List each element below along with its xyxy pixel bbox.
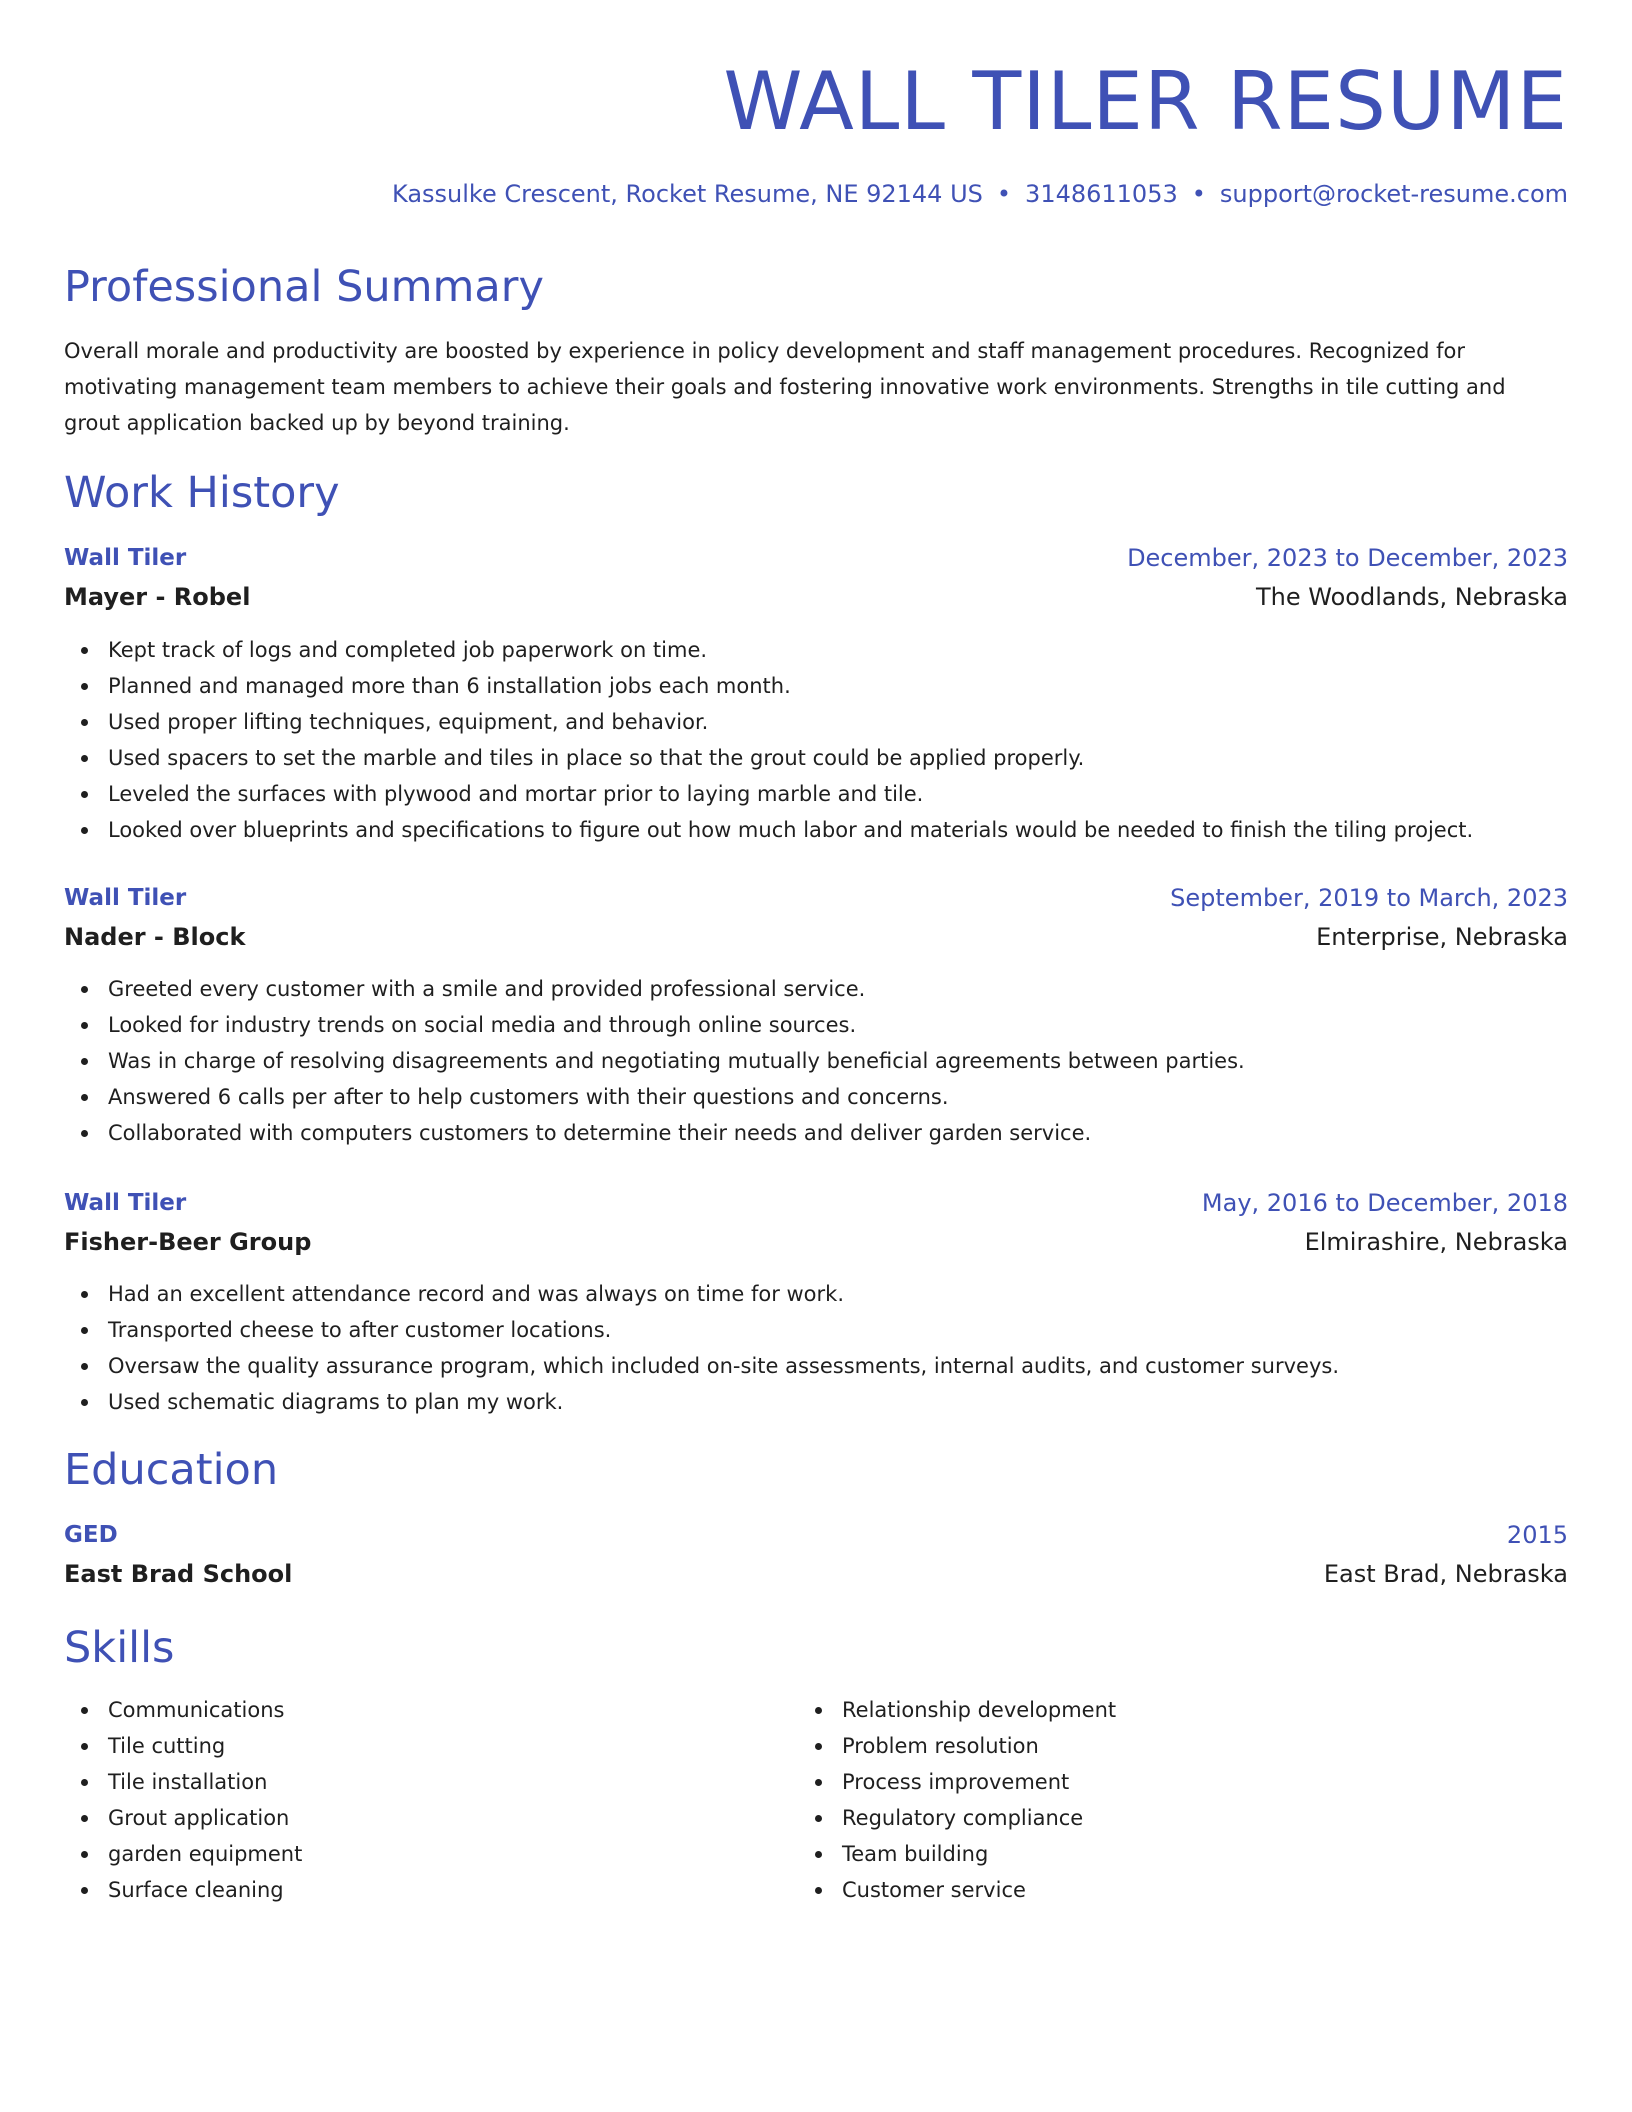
summary-text: Overall morale and productivity are boosted by experience in policy development and staff management procedures. Recognized for motivating management team members to achieve their goals and fostering innovative work environments. Strengths in tile cutting and grout application backed up by beyond training. <box>64 339 1506 435</box>
job-company-row <box>64 919 1568 955</box>
skill-item: Surface cleaning <box>108 1872 302 1908</box>
list-item: Greeted every customer with a smile and provided professional service. <box>108 971 1245 1007</box>
skill-item: Process improvement <box>842 1764 1116 1800</box>
skill-item: Problem resolution <box>842 1728 1116 1764</box>
skill-item: Relationship development <box>842 1692 1116 1728</box>
list-item: Leveled the surfaces with plywood and mortar prior to laying marble and tile. <box>108 776 1473 812</box>
job-company: Fisher-Beer Group <box>64 1228 312 1256</box>
contact-line <box>392 178 1568 210</box>
skill-item: Customer service <box>842 1872 1116 1908</box>
contact-phone: 3148611053 <box>1025 180 1178 208</box>
work-history-heading: Work History <box>64 468 340 518</box>
job-duties-list <box>64 971 1245 1151</box>
skill-item: Grout application <box>108 1800 302 1836</box>
list-item: Used proper lifting techniques, equipment, and behavior. <box>108 704 1473 740</box>
education-year: 2015 <box>1506 1521 1568 1549</box>
job-location: The Woodlands, Nebraska <box>1256 583 1568 611</box>
skill-item: Regulatory compliance <box>842 1800 1116 1836</box>
list-item: Planned and managed more than 6 installation jobs each month. <box>108 668 1473 704</box>
list-item: Used spacers to set the marble and tiles in place so that the grout could be applied properly. <box>108 740 1473 776</box>
education-location: East Brad, Nebraska <box>1323 1560 1568 1588</box>
contact-separator: • <box>996 180 1012 208</box>
job-dates: December, 2023 to December, 2023 <box>1127 544 1568 572</box>
education-degree-row <box>64 1517 1568 1553</box>
job-title-row <box>64 1185 1568 1221</box>
contact-separator: • <box>1191 180 1206 208</box>
list-item: Used schematic diagrams to plan my work. <box>108 1384 1339 1420</box>
job-title-row <box>64 880 1568 916</box>
education-heading: Education <box>64 1445 279 1495</box>
skill-item: Tile cutting <box>108 1728 302 1764</box>
job-duties-list <box>64 632 1473 848</box>
list-item: Looked over blueprints and specifications to figure out how much labor and materials would be needed to finish the tiling project. <box>108 812 1473 848</box>
summary-heading: Professional Summary <box>64 262 544 312</box>
list-item: Was in charge of resolving disagreements and negotiating mutually beneficial agreements between parties. <box>108 1043 1245 1079</box>
skill-item: garden equipment <box>108 1836 302 1872</box>
list-item: Transported cheese to after customer locations. <box>108 1312 1339 1348</box>
job-title: Wall Tiler <box>64 1190 187 1216</box>
job-title: Wall Tiler <box>64 885 187 911</box>
list-item: Oversaw the quality assurance program, which included on-site assessments, internal audits, and customer surveys. <box>108 1348 1339 1384</box>
resume-title: WALL TILER RESUME <box>723 55 1568 148</box>
job-company-row <box>64 1224 1568 1260</box>
skills-list-left <box>64 1692 302 1908</box>
job-location: Enterprise, Nebraska <box>1316 923 1568 951</box>
job-duties-list <box>64 1276 1339 1420</box>
contact-email: support@rocket-resume.com <box>1219 180 1568 208</box>
job-company: Mayer - Robel <box>64 583 251 611</box>
skill-item: Tile installation <box>108 1764 302 1800</box>
job-dates: May, 2016 to December, 2018 <box>1201 1189 1568 1217</box>
list-item: Answered 6 calls per after to help customers with their questions and concerns. <box>108 1079 1245 1115</box>
job-company: Nader - Block <box>64 923 246 951</box>
list-item: Had an excellent attendance record and was always on time for work. <box>108 1276 1339 1312</box>
education-school: East Brad School <box>64 1560 293 1588</box>
skills-heading: Skills <box>64 1623 175 1673</box>
job-title-row <box>64 540 1568 576</box>
job-company-row <box>64 579 1568 615</box>
skill-item: Communications <box>108 1692 302 1728</box>
skills-list-right <box>798 1692 1116 1908</box>
skill-item: Team building <box>842 1836 1116 1872</box>
job-title: Wall Tiler <box>64 545 187 571</box>
job-dates: September, 2019 to March, 2023 <box>1170 884 1568 912</box>
education-school-row <box>64 1556 1568 1592</box>
list-item: Collaborated with computers customers to determine their needs and deliver garden service. <box>108 1115 1245 1151</box>
list-item: Looked for industry trends on social media and through online sources. <box>108 1007 1245 1043</box>
list-item: Kept track of logs and completed job paperwork on time. <box>108 632 1473 668</box>
contact-address: Kassulke Crescent, Rocket Resume, NE 92144 US <box>392 180 983 208</box>
education-degree: GED <box>64 1522 118 1548</box>
job-location: Elmirashire, Nebraska <box>1304 1228 1568 1256</box>
